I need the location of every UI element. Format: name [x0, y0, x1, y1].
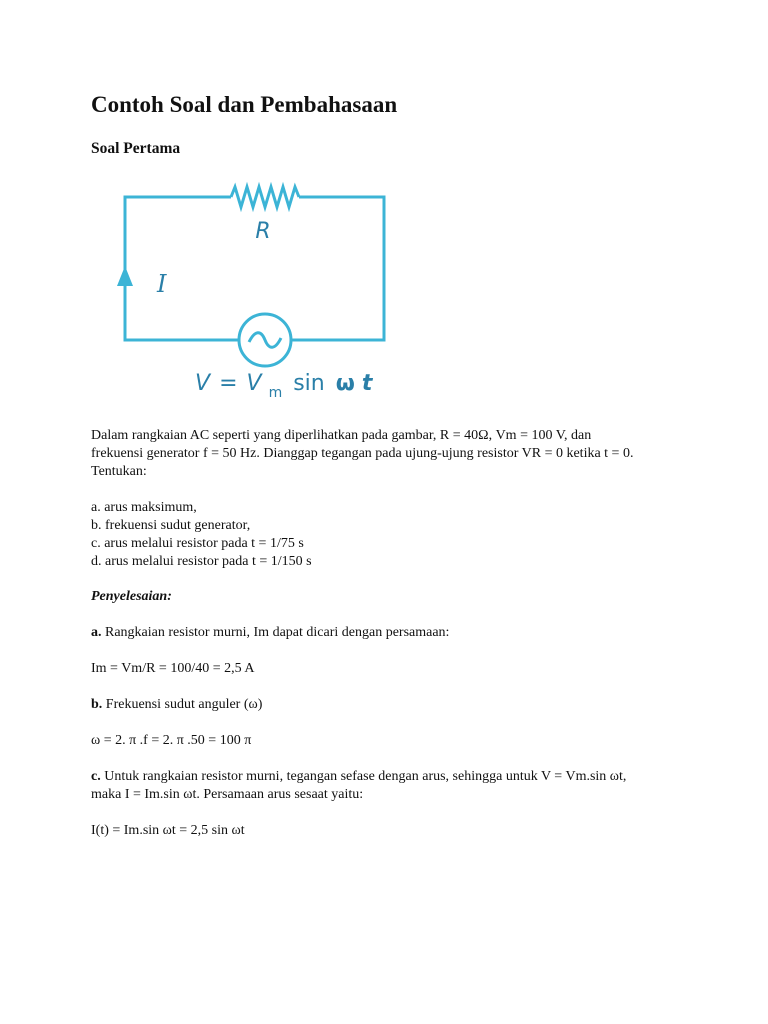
problem-line-1: Dalam rangkaian AC seperti yang diperlihatkan pada gambar, R = 40Ω, Vm = 100 V, dan	[91, 428, 592, 443]
solution-c	[91, 768, 626, 786]
problem-line-2: frekuensi generator f = 50 Hz. Dianggap tegangan pada ujung-ujung resistor VR = 0 ketika t = 0.	[91, 446, 634, 461]
question-a: a. arus maksimum,	[91, 500, 197, 515]
eq-sub-m: m	[268, 385, 283, 401]
question-d: d. arus melalui resistor pada t = 1/150 s	[91, 554, 312, 569]
eq-sin: sin	[293, 371, 325, 396]
solution-a-text: Rangkaian resistor murni, Im dapat dicari dengan persamaan:	[101, 625, 450, 640]
question-c: c. arus melalui resistor pada t = 1/75 s	[91, 536, 304, 551]
current-label: I	[157, 270, 167, 298]
solution-a	[91, 624, 449, 642]
solution-a-equation: Im = Vm/R = 100/40 = 2,5 A	[91, 661, 255, 676]
ac-circuit-diagram	[111, 170, 411, 410]
solution-b-equation: ω = 2. π .f = 2. π .50 = 100 π	[91, 733, 252, 748]
solution-c-text-2: maka I = Im.sin ωt. Persamaan arus sesaat yaitu:	[91, 787, 364, 802]
eq-omega: ω	[335, 371, 355, 396]
eq-equals: =	[219, 371, 238, 396]
top-wire-left	[125, 197, 239, 340]
solution-c-text-1: Untuk rangkaian resistor murni, tegangan sefase dengan arus, sehingga untuk V = Vm.sin ωt,	[100, 769, 627, 784]
solution-heading: Penyelesaian:	[91, 589, 172, 604]
eq-t: t	[361, 371, 373, 396]
problem-line-3: Tentukan:	[91, 464, 147, 479]
solution-c-equation: I(t) = Im.sin ωt = 2,5 sin ωt	[91, 823, 245, 838]
source-equation	[195, 371, 374, 403]
section-title: Soal Pertama	[91, 140, 181, 157]
current-arrow-icon	[117, 266, 133, 286]
question-b: b. frekuensi sudut generator,	[91, 518, 251, 533]
ac-source-icon	[239, 314, 291, 366]
top-wire-right	[291, 197, 384, 340]
resistor-label: R	[255, 219, 271, 244]
solution-b	[91, 696, 262, 714]
solution-b-label: b.	[91, 697, 103, 712]
solution-b-text: Frekuensi sudut anguler (ω)	[102, 697, 263, 712]
eq-v: V	[195, 371, 211, 396]
eq-vm: V	[246, 371, 262, 396]
resistor-symbol	[231, 187, 299, 207]
solution-a-label: a.	[91, 625, 102, 640]
page-title: Contoh Soal dan Pembahasaan	[91, 92, 398, 117]
solution-c-label: c.	[91, 769, 101, 784]
